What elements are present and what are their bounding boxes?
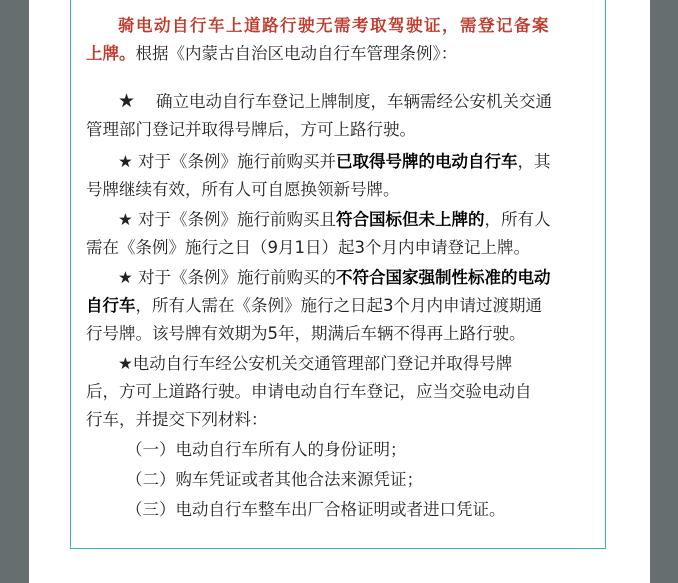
star-icon: ★ [118, 90, 136, 112]
item-2-line-2: 号牌继续有效，所有人可自愿换领新号牌。 [86, 180, 400, 199]
item-4-line-3: 行号牌。该号牌有效期为5年，期满后车辆不得再上路行驶。 [86, 324, 526, 343]
item-2-bold: 已取得号牌的电动自行车 [336, 152, 518, 171]
material-item-1: （一）电动自行车所有人的身份证明； [126, 440, 407, 459]
heading-line-2 [86, 40, 457, 64]
item-5-line-2: 后，方可上道路行驶。申请电动自行车登记，应当交验电动自 [86, 382, 532, 401]
heading-line-2-bold: 上牌。 [86, 44, 136, 63]
star-icon: ★ [118, 354, 133, 373]
item-2-post: ，其 [517, 152, 551, 171]
item-2-text: 对于《条例》施行前购买并 [138, 152, 337, 171]
star-icon: ★ [118, 152, 133, 171]
item-3-line-1 [118, 206, 551, 230]
item-1-text: 确立电动自行车登记上牌制度，车辆需经公安机关交通 [156, 92, 553, 111]
item-3-text: 对于《条例》施行前购买且 [138, 210, 337, 229]
item-5-line-1 [118, 350, 512, 374]
material-item-2: （二）购车凭证或者其他合法来源凭证； [126, 470, 423, 489]
item-4-text: 对于《条例》施行前购买的 [138, 268, 337, 287]
item-1-line-2: 管理部门登记并取得号牌后，方可上路行驶。 [86, 120, 416, 139]
item-3-bold: 符合国标但未上牌的 [336, 210, 485, 229]
item-3-line-2: 需在《条例》施行之日（9月1日）起3个月内申请登记上牌。 [86, 238, 530, 257]
item-4-line-2 [86, 292, 542, 316]
item-4-bold: 不符合国家强制性标准的电动 [336, 268, 551, 287]
material-item-3: （三）电动自行车整车出厂合格证明或者进口凭证。 [126, 500, 506, 519]
item-4-line-1 [118, 264, 551, 288]
item-3-post: ，所有人 [484, 210, 551, 229]
item-5-text: 电动自行车经公安机关交通管理部门登记并取得号牌 [132, 354, 513, 373]
item-2-line-1 [118, 148, 551, 172]
heading-line-2-rest: 根据《内蒙古自治区电动自行车管理条例》： [135, 44, 458, 63]
star-icon: ★ [118, 210, 133, 229]
heading-line-1: 骑电动自行车上道路行驶无需考取驾驶证，需登记备案 [118, 16, 550, 35]
item-1-line-1 [118, 88, 552, 112]
star-icon: ★ [118, 268, 133, 287]
item-4-bold-cont: 自行车 [86, 296, 136, 315]
item-4-text-cont: ，所有人需在《条例》施行之日起3个月内申请过渡期通 [135, 296, 542, 315]
item-5-line-3: 行车，并提交下列材料： [86, 410, 268, 429]
